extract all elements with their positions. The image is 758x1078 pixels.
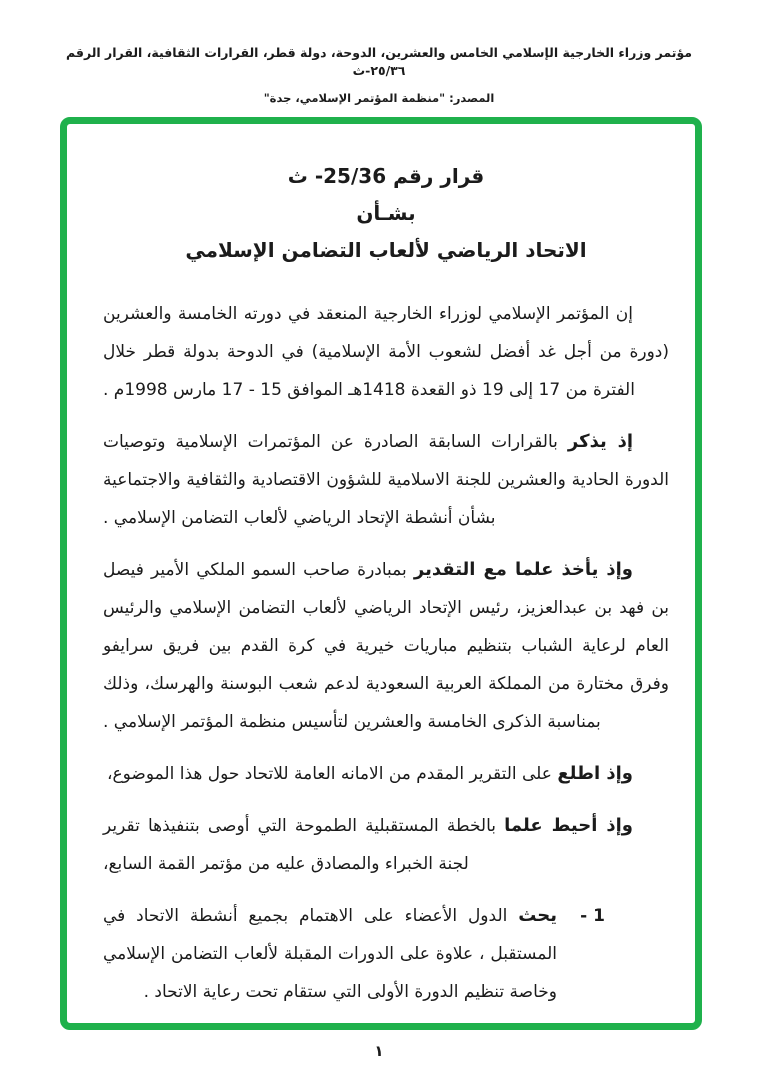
header-source-line: المصدر: "منظمة المؤتمر الإسلامي، جدة" xyxy=(263,91,495,105)
item-lead: يحث xyxy=(518,905,557,926)
regarding-label: بشـأن xyxy=(356,201,416,225)
item-number: 1 - xyxy=(580,906,605,926)
title-block xyxy=(103,158,669,269)
preamble-paragraph-5 xyxy=(103,807,669,883)
document-content xyxy=(67,124,695,1011)
paragraph-text: بالقرارات السابقة الصادرة عن المؤتمرات الإسلامية وتوصيات الدورة الحادية والعشرين للجنة الاسلامية للشؤون الاقتصادية والثقافية والاجتماعية بشأن أنشطة الإتحاد الرياضي لألعاب التضامن الإسلامي . xyxy=(103,432,669,528)
preamble-paragraph-3 xyxy=(103,551,669,741)
paragraph-text: إن المؤتمر الإسلامي لوزراء الخارجية المنعقد في دورته الخامسة والعشرين (دورة من أجل غد أفضل لشعوب الأمة الإسلامية) في الدوحة بدولة قطر خلال الفترة من 17 إلى 19 ذو القعدة 1418هـ الموافق 15 - 17 مارس 1998م . xyxy=(103,304,669,400)
page-number: ١ xyxy=(374,1042,384,1060)
preamble-paragraph-2 xyxy=(103,423,669,537)
paragraph-lead: وإذ يأخذ علما مع التقدير xyxy=(413,559,633,580)
paragraph-text: على التقرير المقدم من الامانه العامة للاتحاد حول هذا الموضوع، xyxy=(106,764,558,784)
operative-item-1 xyxy=(103,897,605,1011)
item-text: الدول الأعضاء على الاهتمام بجميع أنشطة الاتحاد في المستقبل ، علاوة على الدورات المقبلة لألعاب التضامن الإسلامي وخاصة تنظيم الدورة الأولى التي ستقام تحت رعاية الاتحاد . xyxy=(103,906,557,1002)
paragraph-lead: وإذ اطلع xyxy=(557,763,633,784)
page-header xyxy=(0,44,758,106)
paragraph-lead: إذ يذكر xyxy=(567,431,634,452)
preamble-paragraph-4 xyxy=(103,755,669,793)
paragraph-lead: وإذ أحيط علما xyxy=(504,815,633,836)
resolution-number-title: قرار رقم 25/36- ث xyxy=(287,164,485,188)
paragraph-text: بالخطة المستقبلية الطموحة التي أوصى بتنفيذها تقرير لجنة الخبراء والمصادق عليه من مؤتمر القمة السابع، xyxy=(103,816,505,874)
header-citation-line: مؤتمر وزراء الخارجية الإسلامي الخامس والعشرين، الدوحة، دولة قطر، القرارات الثقافية، القرار الرقم ٢٥/٣٦-ث xyxy=(65,45,693,78)
preamble-paragraph-1 xyxy=(103,295,669,409)
paragraph-text: بمبادرة صاحب السمو الملكي الأمير فيصل بن فهد بن عبدالعزيز، رئيس الإتحاد الرياضي لألعاب التضامن الإسلامي والرئيس العام لرعاية الشباب بتنظيم مباريات خيرية في كرة القدم بين فريق سرايفو وفرق مختارة من المملكة العربية السعودية لدعم شعب البوسنة والهرسك، وذلك بمناسبة الذكرى الخامسة والعشرين لتأسيس منظمة المؤتمر الإسلامي . xyxy=(103,560,669,732)
document-frame xyxy=(60,117,702,1030)
resolution-subject-title: الاتحاد الرياضي لألعاب التضامن الإسلامي xyxy=(185,238,587,262)
